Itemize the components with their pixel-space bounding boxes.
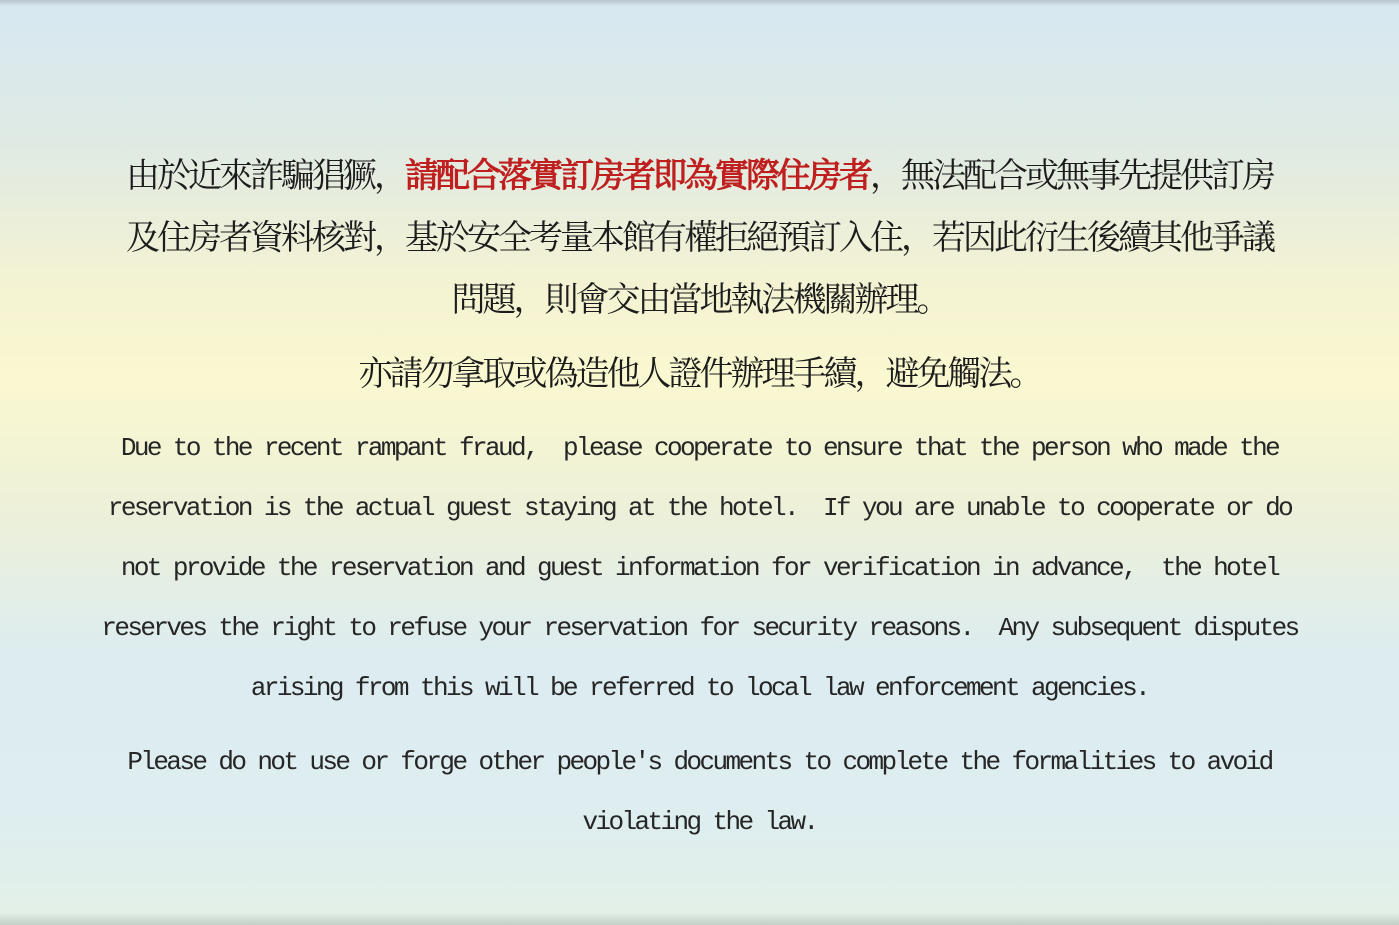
en-p2-line-2: violating the law. xyxy=(582,807,817,837)
en-p1-line-5: arising from this will be referred to local law enforcement agencies. xyxy=(250,673,1149,703)
en-p1-line-3: not provide the reservation and guest information for verification in advance, the hotel xyxy=(120,553,1279,583)
zh-warning-highlight: 請配合落實訂房者即為實際住房者 xyxy=(405,158,870,195)
en-p2-line-1: Please do not use or forge other people's documents to complete the formalities to avoid xyxy=(127,747,1272,777)
zh-paragraph-main xyxy=(0,146,1399,332)
en-paragraph-secondary xyxy=(0,732,1399,852)
en-p1-line-2: reservation is the actual guest staying at the hotel. If you are unable to cooperate or do xyxy=(107,493,1292,523)
zh-line-1 xyxy=(0,146,1399,208)
en-p1-line-4: reserves the right to refuse your reservation for security reasons. Any subsequent disputes xyxy=(101,613,1298,643)
zh-line-1-prefix: 由於近來詐騙猖獗， xyxy=(126,158,405,195)
en-paragraph-main xyxy=(0,418,1399,718)
zh-line-3: 問題，則會交由當地執法機關辦理。 xyxy=(451,282,948,319)
zh-line-1-suffix: ，無法配合或無事先提供訂房 xyxy=(870,158,1273,195)
zh-line-4: 亦請勿拿取或偽造他人證件辦理手續，避免觸法。 xyxy=(358,356,1041,393)
en-p1-line-1: Due to the recent rampant fraud, please cooperate to ensure that the person who made the xyxy=(120,433,1279,463)
zh-paragraph-secondary xyxy=(0,344,1399,406)
zh-line-2: 及住房者資料核對，基於安全考量本館有權拒絕預訂入住，若因此衍生後續其他爭議 xyxy=(126,220,1273,257)
